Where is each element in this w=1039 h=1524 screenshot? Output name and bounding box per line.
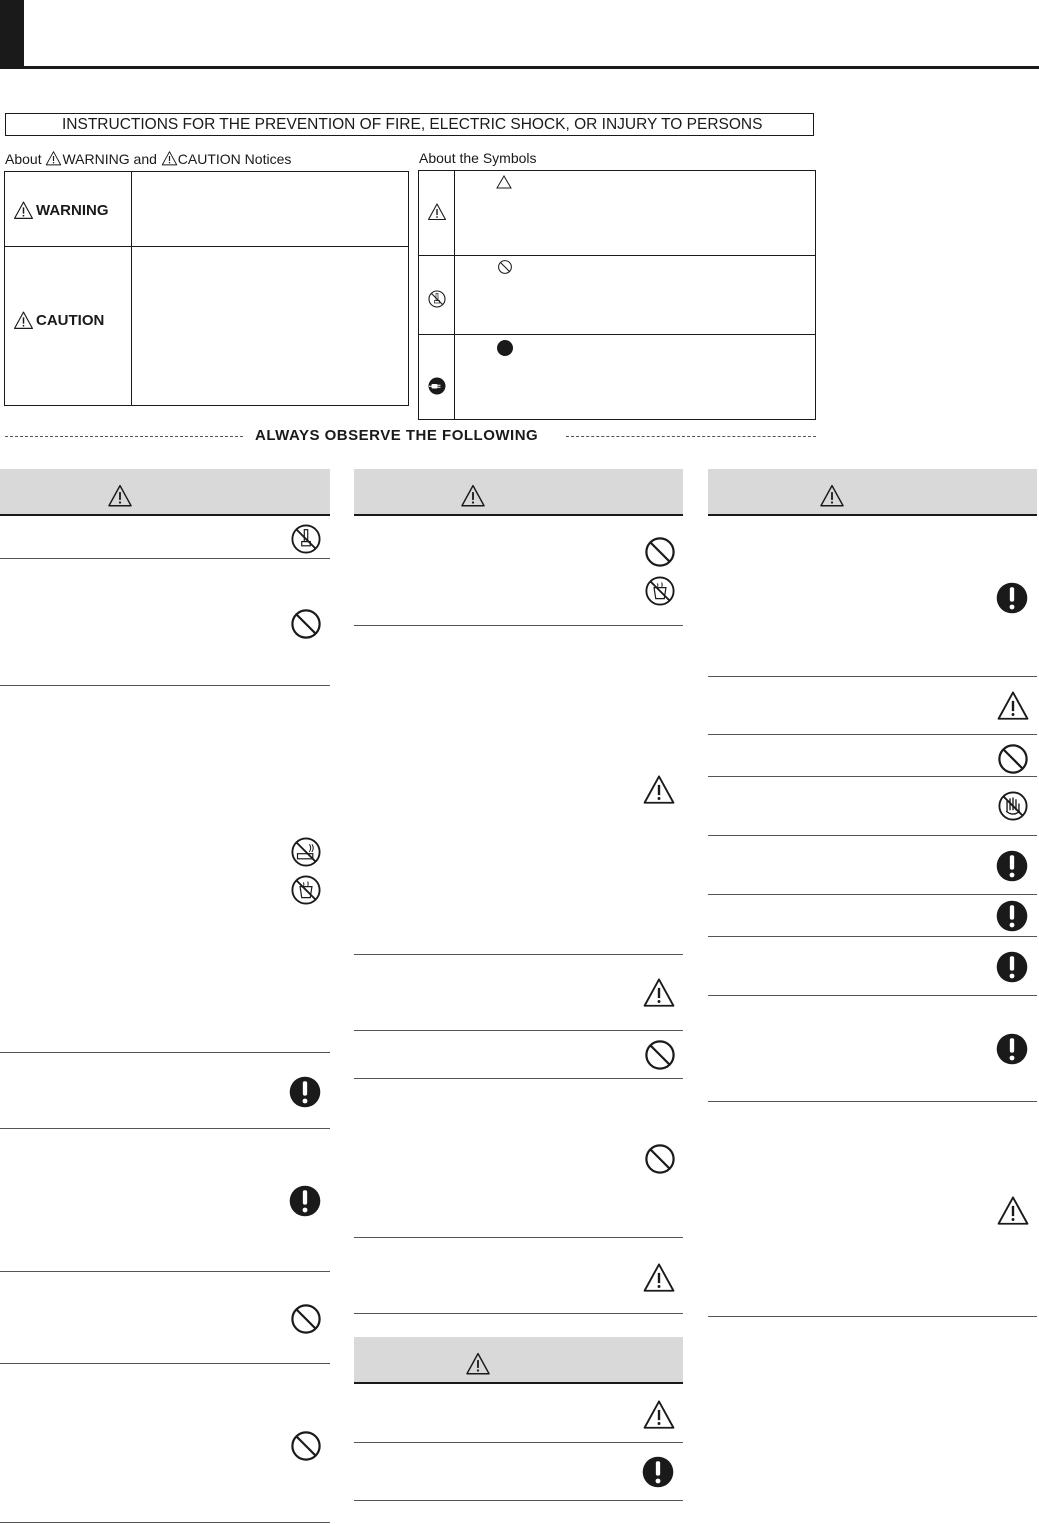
prohibited-icon (289, 607, 323, 641)
warning-triangle-icon (107, 483, 133, 509)
divider (354, 1442, 683, 1443)
mandatory-icon (994, 1031, 1030, 1067)
notice-table (4, 171, 409, 406)
warning-triangle-icon (427, 202, 447, 222)
mandatory-icon (994, 848, 1030, 884)
divider (708, 734, 1037, 735)
mandatory-icon (994, 898, 1030, 934)
warning-triangle-icon (994, 1194, 1032, 1228)
warning-triangle-icon (994, 689, 1032, 723)
mandatory-icon (994, 949, 1030, 985)
section-tab (0, 0, 24, 69)
divider (354, 954, 683, 955)
divider (708, 1316, 1037, 1317)
prohibited-icon (289, 1302, 323, 1336)
divider (0, 1363, 330, 1364)
table-divider (454, 171, 455, 419)
divider (354, 1500, 683, 1501)
warning-triangle-icon (460, 483, 486, 509)
caution-triangle-icon (640, 1398, 678, 1432)
caution-triangle-icon (13, 310, 34, 331)
do-not-disassemble-icon (427, 289, 447, 309)
caution-band (354, 1337, 683, 1384)
divider (0, 1522, 330, 1523)
unplug-icon (427, 376, 447, 396)
no-water-icon (289, 873, 323, 907)
divider (708, 995, 1037, 996)
divider (708, 1101, 1037, 1102)
header-rule (0, 66, 1039, 69)
triangle-outline-icon (496, 174, 512, 190)
caption-about-text: About (5, 151, 42, 167)
symbols-caption: About the Symbols (419, 150, 537, 166)
mandatory-icon (640, 1454, 676, 1490)
dashed-rule (566, 436, 816, 437)
caution-triangle-icon (161, 150, 178, 167)
do-not-touch-icon (996, 789, 1030, 823)
safety-instructions-title: INSTRUCTIONS FOR THE PREVENTION OF FIRE, ELECTRIC SHOCK, OR INJURY TO PERSONS (5, 113, 814, 136)
divider (0, 685, 330, 686)
always-observe-heading: ALWAYS OBSERVE THE FOLLOWING (255, 427, 539, 444)
prohibited-icon (996, 742, 1030, 776)
filled-circle-icon (496, 339, 514, 357)
caption-and-text: and (133, 151, 157, 167)
mandatory-icon (287, 1183, 323, 1219)
divider (0, 1271, 330, 1272)
prohibited-icon (643, 1142, 677, 1176)
caution-triangle-icon (465, 1351, 491, 1377)
caption-notices-text: Notices (244, 151, 292, 167)
mandatory-icon (994, 580, 1030, 616)
divider (708, 676, 1037, 677)
symbols-table (418, 170, 816, 420)
table-divider (419, 255, 815, 256)
caption-warning-text: WARNING (62, 151, 130, 167)
warning-triangle-icon (13, 200, 34, 221)
warning-triangle-icon (640, 773, 678, 807)
table-divider (5, 246, 408, 247)
warning-band (354, 469, 683, 516)
divider (0, 1128, 330, 1129)
divider (354, 1030, 683, 1031)
warning-band (708, 469, 1037, 516)
prohibited-circle-icon (497, 259, 513, 275)
prohibited-icon (643, 1038, 677, 1072)
caution-label-text: CAUTION (36, 312, 105, 329)
table-divider (419, 334, 815, 335)
divider (354, 1237, 683, 1238)
warning-triangle-icon (640, 976, 678, 1010)
divider (0, 558, 330, 559)
caution-label (13, 310, 104, 331)
warning-triangle-icon (640, 1261, 678, 1295)
mandatory-icon (287, 1074, 323, 1110)
warning-label-text: WARNING (36, 202, 109, 219)
notices-caption (5, 150, 291, 167)
warning-label (13, 200, 109, 221)
no-water-icon (643, 574, 677, 608)
divider (708, 776, 1037, 777)
warning-triangle-icon (45, 150, 62, 167)
divider (708, 936, 1037, 937)
caption-caution-text: CAUTION (177, 151, 241, 167)
divider (354, 1078, 683, 1079)
prohibited-icon (289, 1429, 323, 1463)
dashed-rule (5, 436, 243, 437)
do-not-disassemble-icon (289, 522, 323, 556)
warning-triangle-icon (819, 483, 845, 509)
no-smoking-icon (289, 835, 323, 869)
divider (0, 1052, 330, 1053)
divider (354, 1313, 683, 1314)
prohibited-icon (643, 535, 677, 569)
table-divider (131, 172, 132, 405)
divider (708, 835, 1037, 836)
warning-band (0, 469, 330, 516)
divider (708, 894, 1037, 895)
divider (354, 625, 683, 626)
